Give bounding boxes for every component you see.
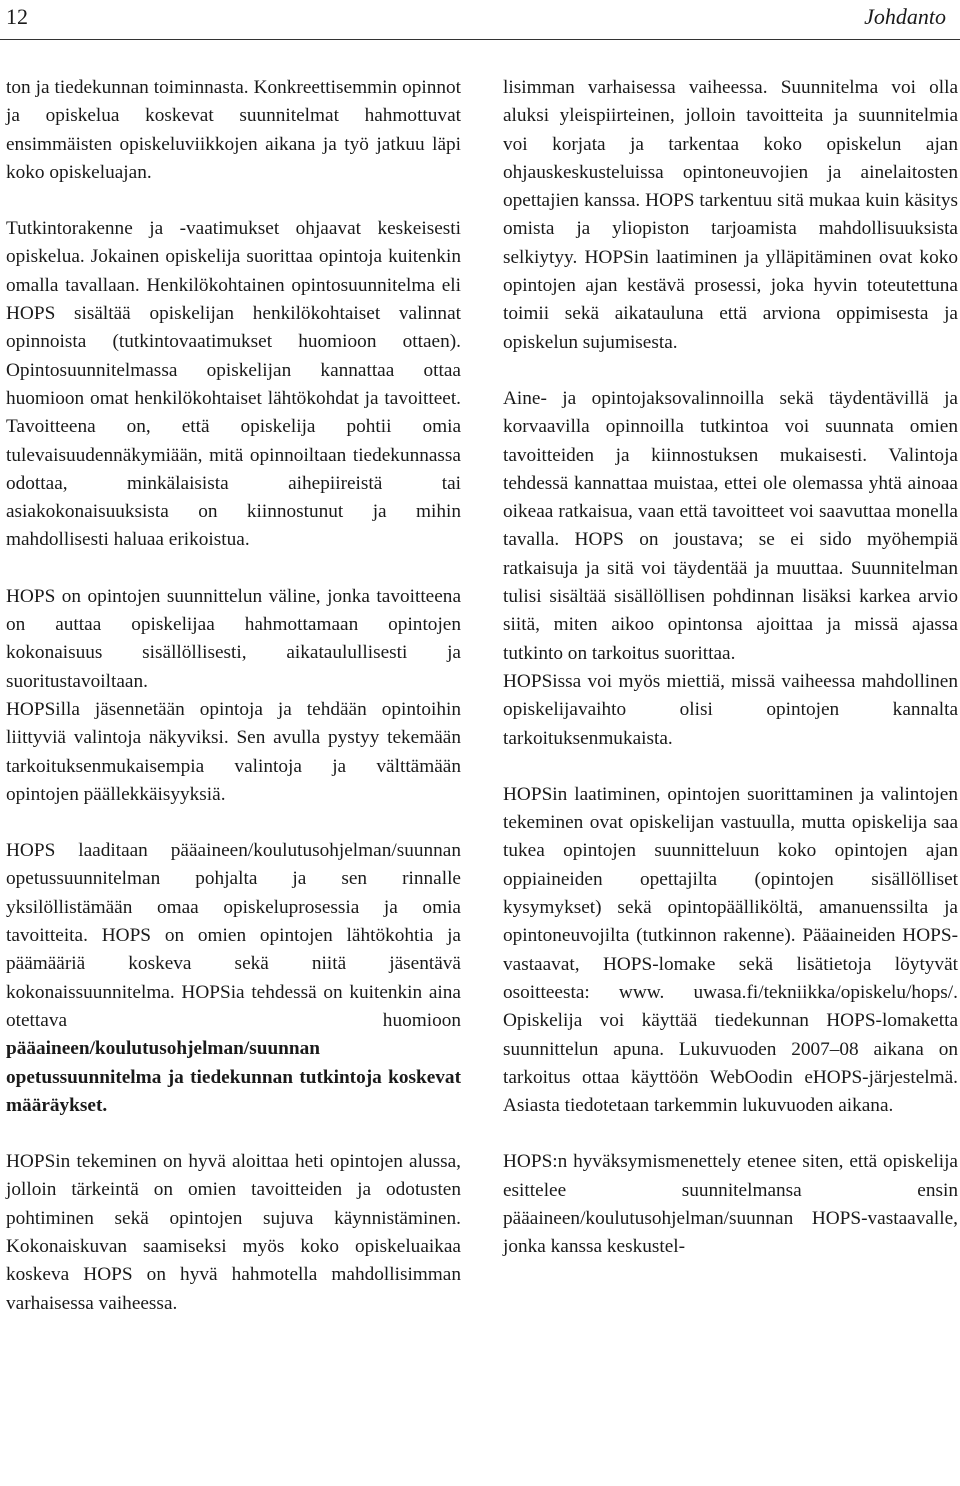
left-paragraph-1: ton ja tiedekunnan toiminnasta. Konkreettisemmin opinnot ja opiskelua koskevat suunnitelmat hahmottuvat ensimmäisten opiskeluviikkojen aikana ja työ jatkuu läpi koko opiskeluajan. xyxy=(6,77,461,183)
right-paragraph-2: Aine- ja opintojaksovalinnoilla sekä täydentävillä ja korvaavilla opinnoilla tutkintoa voi suunnata omien tavoitteiden ja kiinnostuksen mukaisesti. Valintoja tehdessä kannattaa muistaa, ettei ole olemassa yhtä ainoaa oikeaa ratkaisua, vaan että tavoitteet voi saavuttaa monella tavalla. HOPS on joustava; se ei sido myöhempiä ratkaisuja ja sitä voi täydentää ja muuttaa. Suunnitelman tulisi sisältää sisällöllisen pohdinnan lisäksi karkea arvio siitä, miten aikoo opintonsa ajoittaa ja missä ajassa tutkinto on tarkoitus suorittaa. xyxy=(503,387,958,664)
right-paragraph-1: lisimman varhaisessa vaiheessa. Suunnitelma voi olla aluksi yleispiirteinen, jolloin tavoitteita ja suunnitelmia voi korjata ja tarkentaa koko opiskelun ajan ohjauskeskusteluissa opintoneuvojien ja ainelaitosten opettajien kanssa. HOPS tarkentuu sitä mukaa kuin käsitys omista ja yliopiston tarjoamista mahdollisuuksista selkiytyy. HOPSin laatiminen ja ylläpitäminen ovat koko opintojen ajan kestävä prosessi, joka hyvin toteutettuna toimii sekä aikatauluna että arviona oppimisesta ja opiskelun sujumisesta. xyxy=(503,77,958,353)
running-head: Johdanto xyxy=(864,4,946,29)
left-paragraph-4: HOPSilla jäsennetään opintoja ja tehdään opintoihin liittyviä valintoja näkyviksi. Sen avulla pystyy tekemään tarkoituksenmukaisempia valintoja ja välttämään opintojen päällekkäisyyksiä. xyxy=(6,698,461,805)
left-paragraph-6: HOPSin tekeminen on hyvä aloittaa heti opintojen alussa, jolloin tärkeintä on omien tavoitteiden ja odotusten pohtiminen sekä opintojen sujuva käynnistäminen. Kokonaiskuvan saamiseksi myös koko opiskeluaikaa koskeva HOPS on hyvä hahmotella mahdollisimman varhaisessa vaiheessa. xyxy=(6,1151,461,1314)
page-header xyxy=(0,0,960,40)
left-paragraph-5-text: HOPS laaditaan pääaineen/koulutusohjelman/suunnan opetussuunnitelman pohjalta ja sen rinnalle yksilöllistämään omaa opiskeluprosessia ja omia tavoitteita. HOPS on omien opintojen lähtökohtia ja päämääriä koskeva sekä niitä jäsentävä kokonaissuunnitelma. HOPSia tehdessä on kuitenkin aina otettava huomioon xyxy=(6,840,461,1031)
page-number: 12 xyxy=(6,4,28,29)
left-paragraph-5-bold: pääaineen/koulutusohjelman/suunnan opetussuunnitelma ja tiedekunnan tutkintoja koskevat määräykset. xyxy=(6,1038,461,1116)
left-paragraph-5 xyxy=(6,837,461,1120)
left-column xyxy=(6,74,461,1318)
header-rule xyxy=(0,39,960,40)
right-paragraph-3: HOPSissa voi myös miettiä, missä vaiheessa mahdollinen opiskelijavaihto olisi opintojen kannalta tarkoituksenmukaista. xyxy=(503,670,958,749)
right-column xyxy=(503,74,958,1262)
left-paragraph-2: Tutkintorakenne ja -vaatimukset ohjaavat keskeisesti opiskelua. Jokainen opiskelija suorittaa opintoja kuitenkin omalla tavallaan. Henkilökohtainen opintosuunnitelma eli HOPS sisältää opiskelijan henkilökohtaiset valinnat opinnoista (tutkintovaatimukset huomioon ottaen). Opintosuunnitelmassa opiskelijan kannattaa ottaa huomioon omat henkilökohtaiset lähtökohdat ja tavoitteet. Tavoitteena on, että opiskelija pohtii omia tulevaisuudennäkymiään, mitä opinnoiltaan tiedekunnassa odottaa, minkälaisista aihepiireistä tai asiakokonaisuuksista on kiinnostunut ja mihin mahdollisesti haluaa erikoistua. xyxy=(6,218,461,551)
right-paragraph-5: HOPS:n hyväksymismenettely etenee siten, että opiskelija esittelee suunnitelmansa ensin pääaineen/koulutusohjelman/suunnan HOPS-vastaavalle, jonka kanssa keskustel- xyxy=(503,1151,958,1258)
right-paragraph-4: HOPSin laatiminen, opintojen suorittaminen ja valintojen tekeminen ovat opiskelijan vastuulla, mutta opiskelija saa tukea opintojen suunnitteluun koko opintojen ajan oppiaineiden opettajilta (opintojen sisällölliset kysymykset) sekä opintopäälliköltä, amanuenssilta ja opintoneuvojilta (tutkinnon rakenne). Pääaineiden HOPS-vastaavat, HOPS-lomake sekä lisätietoja löytyvät osoitteesta: www. uwasa.fi/tekniikka/opiskelu/hops/. Opiskelija voi käyttää tiedekunnan HOPS-lomaketta suunnittelun apuna. Lukuvuoden 2007–08 aikana on tarkoitus ottaa käyttöön WebOodin eHOPS-järjestelmä. Asiasta tiedotetaan tarkemmin lukuvuoden aikana. xyxy=(503,783,958,1117)
left-paragraph-3: HOPS on opintojen suunnittelun väline, jonka tavoitteena on auttaa opiskelijaa hahmottamaan opintojen kokonaisuus sisällöllisesti, aikataulullisesti ja suoritustavoiltaan. xyxy=(6,585,461,692)
